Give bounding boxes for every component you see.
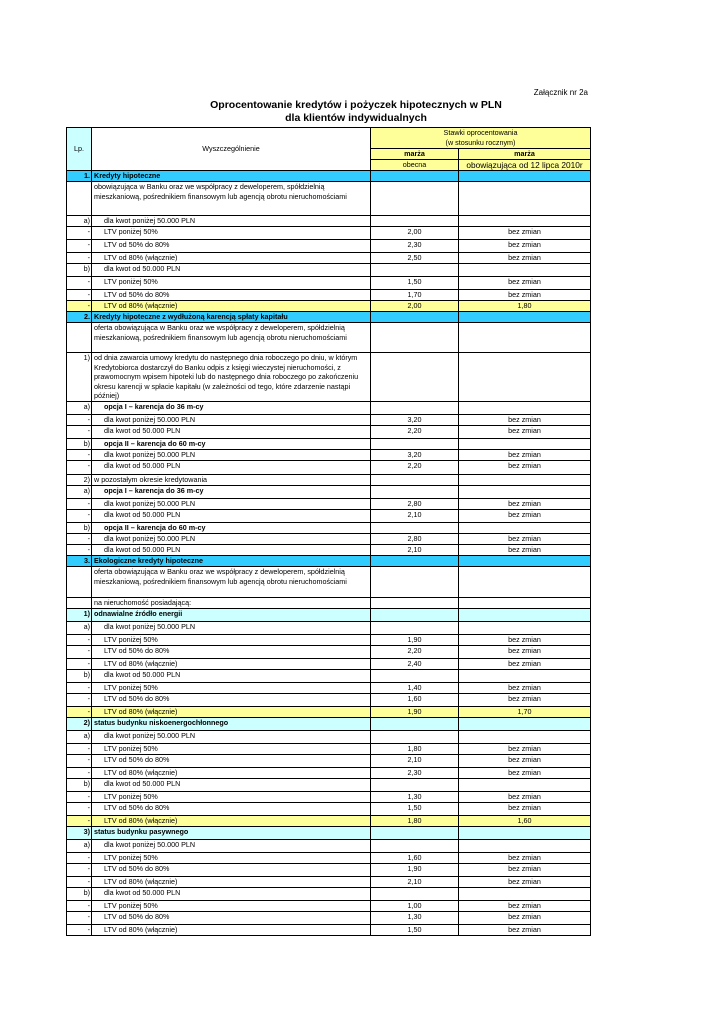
row-number: -: [67, 803, 92, 816]
margin-new: [459, 556, 591, 567]
row-number: -: [67, 755, 92, 768]
margin-new: [459, 475, 591, 486]
table-row: [67, 731, 591, 744]
row-description: LTV poniżej 50%: [92, 853, 371, 864]
row-number: -: [67, 240, 92, 253]
margin-current: [371, 622, 459, 635]
margin-current: 2,00: [371, 227, 459, 240]
margin-current: 1,90: [371, 635, 459, 646]
margin-new: bez zmian: [459, 499, 591, 510]
table-row: [67, 240, 591, 253]
row-description: obowiązująca w Banku oraz we współpracy z deweloperem, spółdzielnią mieszkaniową, pośrednikiem finansowym lub agencją obrotu nieruchomościami: [92, 182, 371, 216]
row-description: LTV od 50% do 80%: [92, 803, 371, 816]
margin-current: [371, 840, 459, 853]
row-number: -: [67, 853, 92, 864]
row-number: -: [67, 683, 92, 694]
margin-new: [459, 216, 591, 227]
margin-new: [459, 323, 591, 353]
table-row: [67, 925, 591, 936]
table-row: [67, 461, 591, 475]
margin-current: 2,10: [371, 545, 459, 556]
table-row: [67, 779, 591, 792]
margin-current: 1,40: [371, 683, 459, 694]
margin-current: [371, 567, 459, 598]
margin-current: [371, 402, 459, 415]
table-row: [67, 567, 591, 598]
table-row: [67, 439, 591, 450]
row-description: LTV od 50% do 80%: [92, 290, 371, 301]
margin-new: 1,70: [459, 707, 591, 718]
row-number: [67, 182, 92, 216]
header-current: obecna: [371, 160, 459, 171]
row-number: b): [67, 264, 92, 277]
table-row: [67, 912, 591, 925]
table-row: [67, 182, 591, 216]
margin-current: [371, 718, 459, 731]
row-description: Kredyty hipoteczne: [92, 171, 371, 182]
row-number: -: [67, 461, 92, 475]
margin-new: bez zmian: [459, 864, 591, 877]
margin-current: 2,30: [371, 768, 459, 779]
row-description: LTV od 80% (włącznie): [92, 768, 371, 779]
row-description: odnawialne źródło energii: [92, 609, 371, 622]
row-number: -: [67, 901, 92, 912]
margin-current: 1,70: [371, 290, 459, 301]
title-line-1: Oprocentowanie kredytów i pożyczek hipotecznych w PLN: [210, 99, 502, 111]
table-row: [67, 659, 591, 670]
margin-new: bez zmian: [459, 277, 591, 290]
margin-new: [459, 486, 591, 499]
table-row: [67, 499, 591, 510]
subsection-row: [67, 718, 591, 731]
table-row: [67, 523, 591, 534]
table-row: [67, 792, 591, 803]
row-number: -: [67, 290, 92, 301]
margin-new: bez zmian: [459, 646, 591, 659]
row-description: LTV od 80% (włącznie): [92, 925, 371, 936]
row-number: a): [67, 731, 92, 744]
margin-new: [459, 670, 591, 683]
margin-new: [459, 598, 591, 609]
row-description: dla kwot od 50.000 PLN: [92, 888, 371, 901]
margin-new: bez zmian: [459, 227, 591, 240]
margin-current: 2,30: [371, 240, 459, 253]
margin-new: [459, 888, 591, 901]
margin-new: bez zmian: [459, 683, 591, 694]
table-row: [67, 803, 591, 816]
table-row: [67, 264, 591, 277]
row-number: [67, 598, 92, 609]
row-number: -: [67, 545, 92, 556]
annex-label: Załącznik nr 2a: [533, 88, 588, 97]
margin-current: 1,50: [371, 277, 459, 290]
row-description: LTV od 50% do 80%: [92, 755, 371, 768]
margin-new: [459, 779, 591, 792]
margin-current: 1,50: [371, 925, 459, 936]
table-row: [67, 426, 591, 439]
margin-current: 1,80: [371, 744, 459, 755]
table-row: [67, 486, 591, 499]
row-number: a): [67, 402, 92, 415]
margin-current: [371, 523, 459, 534]
row-description: dla kwot poniżej 50.000 PLN: [92, 534, 371, 545]
document-title: [0, 99, 724, 125]
row-description: LTV od 50% do 80%: [92, 864, 371, 877]
row-number: -: [67, 744, 92, 755]
row-number: -: [67, 253, 92, 264]
row-description: LTV poniżej 50%: [92, 683, 371, 694]
row-description: LTV poniżej 50%: [92, 901, 371, 912]
section-row: [67, 312, 591, 323]
row-number: b): [67, 888, 92, 901]
section-row: [67, 171, 591, 182]
margin-current: 3,20: [371, 450, 459, 461]
row-description: opcja II – karencja do 60 m-cy: [92, 523, 371, 534]
rates-table: [66, 127, 591, 936]
margin-new: bez zmian: [459, 744, 591, 755]
margin-new: bez zmian: [459, 694, 591, 707]
margin-current: 2,20: [371, 426, 459, 439]
row-description: LTV od 80% (włącznie): [92, 816, 371, 827]
table-row: [67, 744, 591, 755]
margin-current: [371, 439, 459, 450]
row-description: LTV od 80% (włącznie): [92, 659, 371, 670]
header-description: Wyszczególnienie: [92, 128, 371, 171]
margin-new: [459, 622, 591, 635]
row-description: dla kwot od 50.000 PLN: [92, 264, 371, 277]
row-number: [67, 323, 92, 353]
header-lp: Lp.: [67, 128, 92, 171]
margin-current: 2,10: [371, 510, 459, 523]
margin-current: 2,80: [371, 534, 459, 545]
row-number: -: [67, 635, 92, 646]
table-row: [67, 694, 591, 707]
row-number: -: [67, 227, 92, 240]
row-description: dla kwot poniżej 50.000 PLN: [92, 622, 371, 635]
row-number: a): [67, 486, 92, 499]
row-number: -: [67, 792, 92, 803]
row-description: opcja II – karencja do 60 m-cy: [92, 439, 371, 450]
margin-current: [371, 670, 459, 683]
row-number: -: [67, 534, 92, 545]
margin-current: 1,80: [371, 816, 459, 827]
table-row: [67, 635, 591, 646]
margin-new: [459, 827, 591, 840]
table-row: [67, 755, 591, 768]
margin-new: bez zmian: [459, 415, 591, 426]
table-row: [67, 768, 591, 779]
row-number: -: [67, 499, 92, 510]
margin-new: bez zmian: [459, 768, 591, 779]
margin-new: [459, 731, 591, 744]
margin-new: bez zmian: [459, 450, 591, 461]
table-row: [67, 853, 591, 864]
table-row: [67, 864, 591, 877]
row-number: [67, 567, 92, 598]
table-row: [67, 510, 591, 523]
row-description: LTV od 50% do 80%: [92, 646, 371, 659]
table-row: [67, 277, 591, 290]
margin-new: bez zmian: [459, 290, 591, 301]
margin-new: bez zmian: [459, 545, 591, 556]
margin-current: 2,20: [371, 646, 459, 659]
margin-current: 1,30: [371, 792, 459, 803]
margin-new: bez zmian: [459, 877, 591, 888]
row-number: -: [67, 277, 92, 290]
header-margin-current: marża: [371, 149, 459, 160]
margin-current: 1,60: [371, 853, 459, 864]
row-description: oferta obowiązująca w Banku oraz we współpracy z deweloperem, spółdzielnią mieszkaniową, pośrednikiem finansowym lub agencją obrotu nieruchomościami: [92, 567, 371, 598]
row-number: 1.: [67, 171, 92, 182]
margin-new: [459, 523, 591, 534]
table-row: [67, 670, 591, 683]
table-row: [67, 622, 591, 635]
margin-current: [371, 827, 459, 840]
row-description: LTV od 80% (włącznie): [92, 301, 371, 312]
row-number: a): [67, 622, 92, 635]
table-row: [67, 475, 591, 486]
margin-new: bez zmian: [459, 253, 591, 264]
row-description: dla kwot poniżej 50.000 PLN: [92, 499, 371, 510]
table-row: [67, 888, 591, 901]
row-description: LTV od 80% (włącznie): [92, 253, 371, 264]
row-description: LTV poniżej 50%: [92, 277, 371, 290]
margin-current: [371, 779, 459, 792]
margin-new: [459, 439, 591, 450]
margin-new: bez zmian: [459, 755, 591, 768]
margin-new: 1,60: [459, 816, 591, 827]
margin-current: [371, 264, 459, 277]
margin-new: [459, 609, 591, 622]
row-description: na nieruchomość posiadającą:: [92, 598, 371, 609]
margin-current: [371, 556, 459, 567]
row-number: -: [67, 694, 92, 707]
header-margin-new: marża: [459, 149, 591, 160]
margin-current: [371, 486, 459, 499]
row-number: 1): [67, 609, 92, 622]
table-row: [67, 290, 591, 301]
margin-current: [371, 598, 459, 609]
row-description: dla kwot poniżej 50.000 PLN: [92, 415, 371, 426]
row-number: a): [67, 840, 92, 853]
margin-current: 1,90: [371, 707, 459, 718]
row-number: 2): [67, 718, 92, 731]
row-description: dla kwot poniżej 50.000 PLN: [92, 216, 371, 227]
row-description: dla kwot od 50.000 PLN: [92, 545, 371, 556]
margin-current: 1,00: [371, 901, 459, 912]
margin-new: [459, 353, 591, 402]
row-description: LTV poniżej 50%: [92, 792, 371, 803]
row-description: LTV poniżej 50%: [92, 227, 371, 240]
margin-new: [459, 312, 591, 323]
margin-current: 2,10: [371, 755, 459, 768]
header-rates: Stawki oprocentowania (w stosunku rocznym): [371, 128, 591, 149]
row-description: LTV od 80% (włącznie): [92, 877, 371, 888]
margin-new: [459, 718, 591, 731]
table-row: [67, 901, 591, 912]
margin-current: [371, 475, 459, 486]
margin-new: bez zmian: [459, 925, 591, 936]
row-number: b): [67, 779, 92, 792]
margin-new: bez zmian: [459, 792, 591, 803]
margin-new: [459, 264, 591, 277]
row-number: -: [67, 912, 92, 925]
table-row: [67, 598, 591, 609]
margin-current: [371, 171, 459, 182]
margin-current: 1,50: [371, 803, 459, 816]
section-row: [67, 556, 591, 567]
row-description: LTV poniżej 50%: [92, 744, 371, 755]
table-row: [67, 323, 591, 353]
header-effective-date: obowiązująca od 12 lipca 2010r: [459, 160, 591, 171]
margin-new: [459, 567, 591, 598]
table-row: [67, 646, 591, 659]
row-number: -: [67, 877, 92, 888]
row-description: LTV poniżej 50%: [92, 635, 371, 646]
row-number: -: [67, 864, 92, 877]
row-description: dla kwot od 50.000 PLN: [92, 461, 371, 475]
row-number: b): [67, 523, 92, 534]
margin-new: bez zmian: [459, 635, 591, 646]
table-row: [67, 534, 591, 545]
row-description: opcja I – karencja do 36 m-cy: [92, 486, 371, 499]
row-description: LTV od 50% do 80%: [92, 694, 371, 707]
row-number: -: [67, 659, 92, 670]
margin-new: bez zmian: [459, 901, 591, 912]
row-number: 1): [67, 353, 92, 402]
row-description: dla kwot poniżej 50.000 PLN: [92, 840, 371, 853]
row-description: od dnia zawarcia umowy kredytu do następnego dnia roboczego po dniu, w którym Kredytobiorca dostarczył do Banku odpis z księgi wieczystej nieruchomości, z prawomocnym wpisem hipoteki lub do następnego dnia roboczego po zakończeniu okresu karencji w spłacie kapitału (w zależności od tego, które zdarzenie nastąpi później): [92, 353, 371, 402]
table-row: [67, 253, 591, 264]
row-description: dla kwot poniżej 50.000 PLN: [92, 731, 371, 744]
row-description: Kredyty hipoteczne z wydłużoną karencją spłaty kapitału: [92, 312, 371, 323]
margin-new: bez zmian: [459, 912, 591, 925]
row-description: Ekologiczne kredyty hipoteczne: [92, 556, 371, 567]
margin-current: 1,30: [371, 912, 459, 925]
margin-current: 2,40: [371, 659, 459, 670]
margin-new: bez zmian: [459, 659, 591, 670]
row-description: dla kwot od 50.000 PLN: [92, 510, 371, 523]
margin-new: bez zmian: [459, 461, 591, 475]
table-row: [67, 301, 591, 312]
row-number: -: [67, 816, 92, 827]
margin-current: [371, 216, 459, 227]
title-line-2: dla klientów indywidualnych: [285, 112, 427, 124]
row-description: status budynku niskoenergochłonnego: [92, 718, 371, 731]
margin-new: bez zmian: [459, 426, 591, 439]
table-row: [67, 353, 591, 402]
row-description: status budynku pasywnego: [92, 827, 371, 840]
row-description: dla kwot od 50.000 PLN: [92, 670, 371, 683]
margin-current: 2,00: [371, 301, 459, 312]
row-description: oferta obowiązująca w Banku oraz we współpracy z deweloperem, spółdzielnią mieszkaniową, pośrednikiem finansowym lub agencją obrotu nieruchomościami: [92, 323, 371, 353]
margin-new: 1,80: [459, 301, 591, 312]
table-row: [67, 816, 591, 827]
margin-current: [371, 353, 459, 402]
margin-new: [459, 171, 591, 182]
margin-current: 2,10: [371, 877, 459, 888]
subsection-row: [67, 827, 591, 840]
table-row: [67, 415, 591, 426]
row-number: 2.: [67, 312, 92, 323]
row-number: 3): [67, 827, 92, 840]
table-row: [67, 545, 591, 556]
margin-new: bez zmian: [459, 510, 591, 523]
row-number: -: [67, 646, 92, 659]
margin-new: bez zmian: [459, 534, 591, 545]
margin-current: 3,20: [371, 415, 459, 426]
margin-current: [371, 888, 459, 901]
margin-new: bez zmian: [459, 240, 591, 253]
margin-current: 2,20: [371, 461, 459, 475]
table-row: [67, 840, 591, 853]
margin-new: [459, 402, 591, 415]
row-number: -: [67, 301, 92, 312]
margin-current: 1,60: [371, 694, 459, 707]
margin-current: [371, 323, 459, 353]
row-number: -: [67, 925, 92, 936]
row-description: dla kwot poniżej 50.000 PLN: [92, 450, 371, 461]
row-number: b): [67, 439, 92, 450]
row-number: -: [67, 426, 92, 439]
row-number: -: [67, 768, 92, 779]
margin-current: [371, 731, 459, 744]
table-row: [67, 402, 591, 415]
row-description: dla kwot od 50.000 PLN: [92, 426, 371, 439]
row-number: 3.: [67, 556, 92, 567]
row-description: LTV od 80% (włącznie): [92, 707, 371, 718]
table-row: [67, 707, 591, 718]
margin-current: [371, 182, 459, 216]
row-number: -: [67, 707, 92, 718]
row-number: -: [67, 450, 92, 461]
margin-current: [371, 312, 459, 323]
margin-current: 2,50: [371, 253, 459, 264]
margin-new: [459, 182, 591, 216]
row-description: opcja I – karencja do 36 m-cy: [92, 402, 371, 415]
table-row: [67, 877, 591, 888]
table-row: [67, 683, 591, 694]
margin-current: 2,80: [371, 499, 459, 510]
row-description: LTV od 50% do 80%: [92, 912, 371, 925]
row-number: 2): [67, 475, 92, 486]
subsection-row: [67, 609, 591, 622]
row-description: dla kwot od 50.000 PLN: [92, 779, 371, 792]
row-number: a): [67, 216, 92, 227]
table-row: [67, 450, 591, 461]
row-number: -: [67, 415, 92, 426]
margin-current: [371, 609, 459, 622]
table-row: [67, 216, 591, 227]
row-number: b): [67, 670, 92, 683]
margin-new: [459, 840, 591, 853]
row-number: -: [67, 510, 92, 523]
margin-new: bez zmian: [459, 803, 591, 816]
row-description: w pozostałym okresie kredytowania: [92, 475, 371, 486]
table-row: [67, 227, 591, 240]
row-description: LTV od 50% do 80%: [92, 240, 371, 253]
margin-new: bez zmian: [459, 853, 591, 864]
margin-current: 1,90: [371, 864, 459, 877]
